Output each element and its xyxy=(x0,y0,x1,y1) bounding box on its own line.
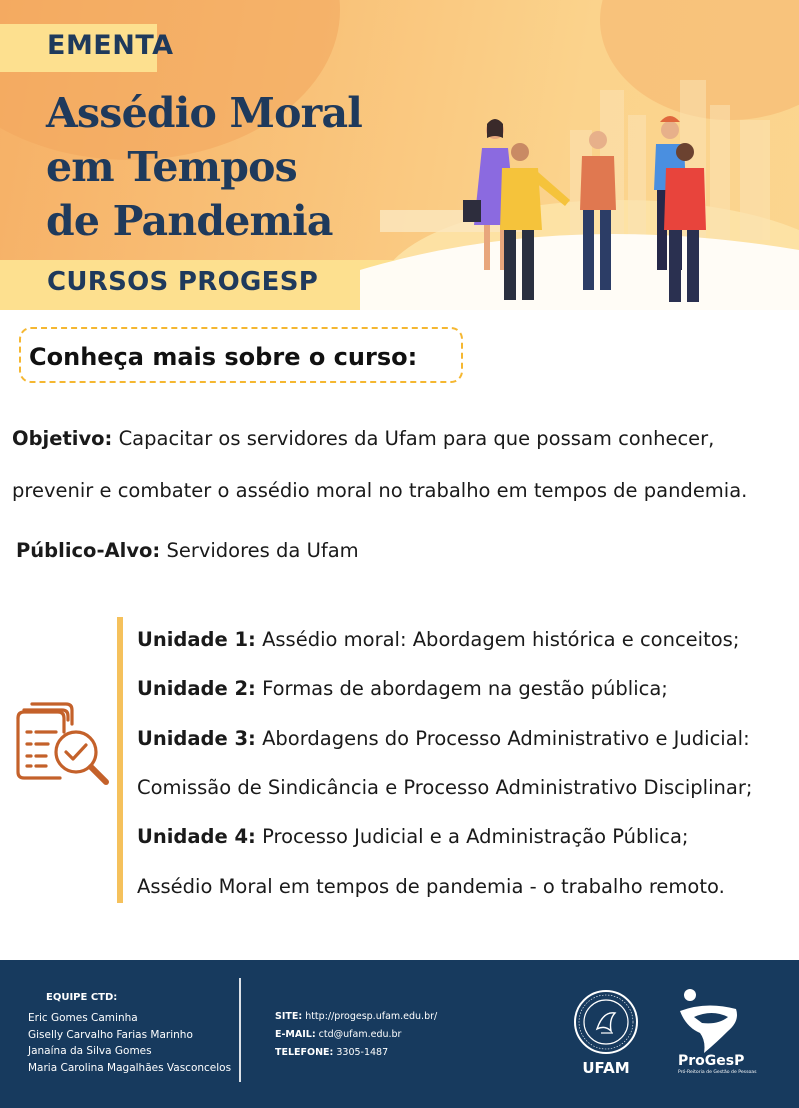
section-title: Conheça mais sobre o curso: xyxy=(29,343,418,371)
unidade-line xyxy=(137,825,688,848)
title-line: em Tempos xyxy=(46,143,297,191)
unidade-line xyxy=(137,628,739,651)
publico-alvo xyxy=(16,539,359,562)
team-list xyxy=(28,1010,231,1076)
site-label: SITE: xyxy=(275,1011,303,1022)
footer-divider xyxy=(239,978,241,1082)
unidade-text: Abordagens do Processo Administrativo e Judicial: xyxy=(262,727,750,750)
cursos-label: CURSOS PROGESP xyxy=(47,267,319,297)
contact-info xyxy=(275,1008,437,1062)
unidade-line xyxy=(137,776,752,799)
email-row xyxy=(275,1026,437,1044)
title-line: Assédio Moral xyxy=(46,89,362,137)
unidade-label: Unidade 4: xyxy=(137,825,256,848)
phone-number: 3305-1487 xyxy=(336,1047,389,1058)
unidade-line xyxy=(137,875,725,898)
unidade-label: Unidade 1: xyxy=(137,628,256,651)
team-heading: EQUIPE CTD: xyxy=(46,992,118,1003)
objetivo-line-1 xyxy=(12,427,714,450)
ufam-name: UFAM xyxy=(582,1059,630,1077)
email-label: E-MAIL: xyxy=(275,1029,316,1040)
unidades-divider xyxy=(117,617,123,903)
site-row xyxy=(275,1008,437,1026)
unidade-text: Processo Judicial e a Administração Pública; xyxy=(262,825,689,848)
objetivo-label: Objetivo: xyxy=(12,427,113,450)
phone-label: TELEFONE: xyxy=(275,1047,334,1058)
publico-label: Público-Alvo: xyxy=(16,539,161,562)
unidade-text: Assédio Moral em tempos de pandemia - o trabalho remoto. xyxy=(137,875,725,898)
objetivo-line-2: prevenir e combater o assédio moral no trabalho em tempos de pandemia. xyxy=(12,479,748,502)
unidade-label: Unidade 3: xyxy=(137,727,256,750)
team-member: Eric Gomes Caminha xyxy=(28,1012,138,1024)
team-member: Janaína da Silva Gomes xyxy=(28,1045,152,1057)
site-link[interactable]: http://progesp.ufam.edu.br/ xyxy=(305,1011,438,1022)
header-banner xyxy=(0,0,799,310)
publico-text: Servidores da Ufam xyxy=(166,539,359,562)
progesp-logo xyxy=(676,987,748,1055)
unidade-line xyxy=(137,727,750,750)
progesp-subtitle: Pró-Reitoria de Gestão de Pessoas xyxy=(678,1070,757,1075)
ufam-seal-logo xyxy=(573,989,639,1055)
people-illustration xyxy=(360,60,799,310)
unidade-text: Comissão de Sindicância e Processo Administrativo Disciplinar; xyxy=(137,776,753,799)
unidade-text: Assédio moral: Abordagem histórica e conceitos; xyxy=(262,628,740,651)
progesp-name: ProGesP xyxy=(678,1053,745,1069)
document-checklist-icon xyxy=(14,698,114,790)
ementa-label: EMENTA xyxy=(47,30,174,61)
objetivo-text: Capacitar os servidores da Ufam para que possam conhecer, xyxy=(118,427,715,450)
title-line: de Pandemia xyxy=(46,197,333,245)
unidade-line xyxy=(137,677,668,700)
phone-row xyxy=(275,1044,437,1062)
unidade-label: Unidade 2: xyxy=(137,677,256,700)
unidade-text: Formas de abordagem na gestão pública; xyxy=(262,677,668,700)
footer xyxy=(0,960,799,1108)
team-member: Giselly Carvalho Farias Marinho xyxy=(28,1028,193,1041)
team-member: Maria Carolina Magalhães Vasconcelos xyxy=(28,1061,232,1074)
email-link[interactable]: ctd@ufam.edu.br xyxy=(318,1029,402,1040)
page-title xyxy=(46,86,362,248)
